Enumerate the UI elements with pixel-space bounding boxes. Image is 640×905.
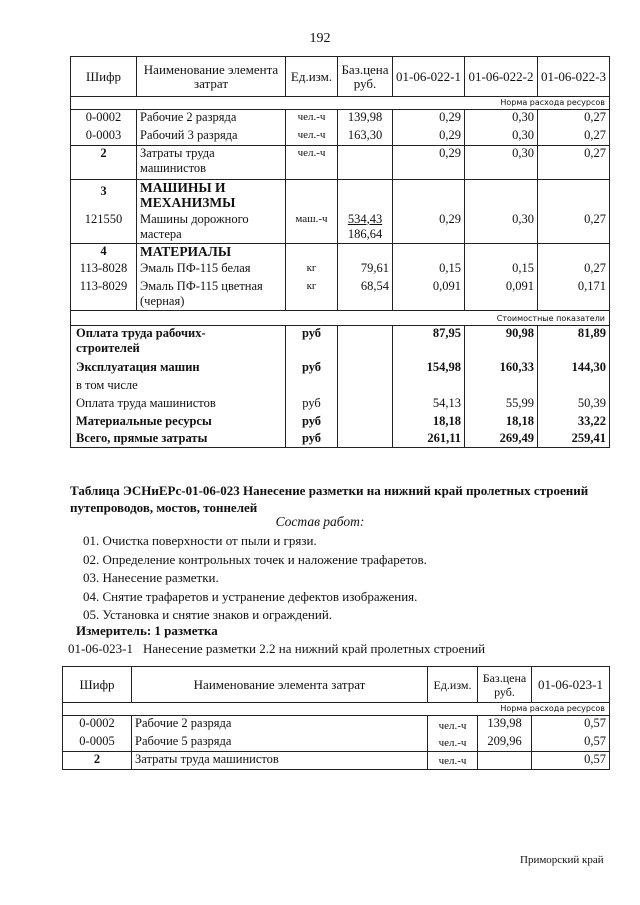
cell-unit: кг [286, 261, 338, 279]
cost-name: Материальные ресурсы [71, 414, 286, 431]
cost-value: 154,98 [393, 360, 465, 378]
cell-empty [465, 378, 538, 396]
work-list [83, 532, 427, 625]
cell-empty [393, 180, 465, 212]
cell-price: 139,98 [338, 110, 393, 128]
cell-empty [338, 326, 393, 360]
cell-name: Рабочие 5 разряда [132, 734, 428, 752]
cost-row-total [71, 431, 610, 448]
cost-value: 87,95 [393, 326, 465, 360]
cell-unit: чел.-ч [428, 734, 478, 752]
price-denominator: 186,64 [347, 226, 383, 241]
cell-value: 0,30 [465, 146, 538, 180]
subtitle-text: Нанесение разметки 2.2 на нижний край пролетных строений [143, 641, 486, 656]
table-row-section [71, 244, 610, 261]
cell-name: Затраты труда машинистов [132, 752, 428, 770]
cell-price [338, 212, 393, 244]
cell-empty [286, 180, 338, 212]
cost-unit: руб [286, 396, 338, 414]
cost-row [71, 396, 610, 414]
cost-row [71, 360, 610, 378]
cell-empty [393, 244, 465, 261]
header-col1: 01-06-023-1 [532, 667, 610, 703]
cell-empty [338, 378, 393, 396]
cost-name: Оплата труда рабочих-строителей [71, 326, 286, 360]
cost-value: 160,33 [465, 360, 538, 378]
cell-price: 209,96 [478, 734, 532, 752]
cost-unit: руб [286, 326, 338, 360]
cell-empty [338, 414, 393, 431]
header-name: Наименование элемента затрат [137, 57, 286, 97]
cost-value: 18,18 [393, 414, 465, 431]
cell-value: 0,29 [393, 110, 465, 128]
cell-code: 113-8028 [71, 261, 137, 279]
price-numerator: 534,43 [347, 211, 383, 226]
cost-value: 54,13 [393, 396, 465, 414]
cell-unit: чел.-ч [286, 146, 338, 180]
table-row [63, 752, 610, 770]
section-title: МАШИНЫ И МЕХАНИЗМЫ [137, 180, 286, 212]
cost-name: в том числе [71, 378, 286, 396]
header-price: Баз.цена руб. [338, 57, 393, 97]
cost-unit: руб [286, 414, 338, 431]
cell-code: 0-0002 [63, 716, 132, 734]
cost-row [71, 414, 610, 431]
cell-value: 0,27 [538, 261, 610, 279]
cell-unit: чел.-ч [428, 716, 478, 734]
cell-empty [465, 244, 538, 261]
header-code: Шифр [71, 57, 137, 97]
work-item: 02. Определение контрольных точек и наложение трафаретов. [83, 551, 427, 567]
cost-name: Всего, прямые затраты [71, 431, 286, 448]
cell-name: Рабочий 3 разряда [137, 128, 286, 146]
cell-value: 0,29 [393, 146, 465, 180]
cost-value: 90,98 [465, 326, 538, 360]
cell-unit: чел.-ч [286, 128, 338, 146]
footer-region: Приморский край [520, 854, 604, 866]
cell-name: Эмаль ПФ-115 белая [137, 261, 286, 279]
cost-row [71, 378, 610, 396]
cell-value: 0,57 [532, 752, 610, 770]
header-col2: 01-06-022-2 [465, 57, 538, 97]
cost-name: Оплата труда машинистов [71, 396, 286, 414]
cell-code: 113-8029 [71, 279, 137, 311]
cell-empty [338, 180, 393, 212]
cell-empty [465, 180, 538, 212]
header-col3: 01-06-022-3 [538, 57, 610, 97]
cell-code: 0-0005 [63, 734, 132, 752]
work-item: 05. Установка и снятие знаков и ограждений. [83, 607, 333, 622]
header-unit: Ед.изм. [286, 57, 338, 97]
cell-name: Рабочие 2 разряда [137, 110, 286, 128]
cell-empty [338, 360, 393, 378]
cell-value: 0,171 [538, 279, 610, 311]
resource-table-01-06-022 [70, 56, 610, 448]
work-item: 03. Нанесение разметки. [83, 570, 219, 585]
table-row [71, 261, 610, 279]
header-name: Наименование элемента затрат [132, 667, 428, 703]
cost-value: 144,30 [538, 360, 610, 378]
cell-empty [538, 244, 610, 261]
cell-code: 0-0002 [71, 110, 137, 128]
header-price: Баз.цена руб. [478, 667, 532, 703]
cell-empty [338, 431, 393, 448]
cell-empty [338, 244, 393, 261]
header-col1: 01-06-022-1 [393, 57, 465, 97]
cell-code: 0-0003 [71, 128, 137, 146]
cell-price [338, 146, 393, 180]
cell-name: Машины дорожного мастера [137, 212, 286, 244]
cell-empty [338, 396, 393, 414]
header-code: Шифр [63, 667, 132, 703]
cost-value: 259,41 [538, 431, 610, 448]
cell-value: 0,15 [465, 261, 538, 279]
cell-value: 0,091 [465, 279, 538, 311]
cell-value: 0,57 [532, 716, 610, 734]
cell-empty [393, 378, 465, 396]
page-number: 192 [309, 31, 331, 46]
cost-value: 33,22 [538, 414, 610, 431]
cell-unit: маш.-ч [286, 212, 338, 244]
cell-empty [538, 180, 610, 212]
cell-value: 0,30 [465, 212, 538, 244]
cell-price: 139,98 [478, 716, 532, 734]
cell-code: 2 [71, 146, 137, 180]
cell-code: 3 [71, 180, 137, 212]
cell-value: 0,29 [393, 212, 465, 244]
meter-label: Измеритель: 1 разметка [76, 623, 218, 638]
cell-unit: чел.-ч [286, 110, 338, 128]
cost-value: 81,89 [538, 326, 610, 360]
cell-code: 2 [63, 752, 132, 770]
table-row [63, 716, 610, 734]
cost-value: 55,99 [465, 396, 538, 414]
cost-value: 261,11 [393, 431, 465, 448]
header-unit: Ед.изм. [428, 667, 478, 703]
cost-unit: руб [286, 360, 338, 378]
cost-label: Стоимостные показатели [71, 311, 610, 326]
cell-name: Эмаль ПФ-115 цветная (черная) [137, 279, 286, 311]
cell-value: 0,091 [393, 279, 465, 311]
cell-value: 0,27 [538, 146, 610, 180]
cell-empty [286, 244, 338, 261]
cost-unit: руб [286, 431, 338, 448]
table-row [71, 110, 610, 128]
cell-name: Рабочие 2 разряда [132, 716, 428, 734]
table-row [63, 734, 610, 752]
cell-code: 121550 [71, 212, 137, 244]
cell-value: 0,27 [538, 128, 610, 146]
work-item: 04. Снятие трафаретов и устранение дефектов изображения. [83, 588, 418, 604]
cell-value: 0,27 [538, 110, 610, 128]
table-row [71, 146, 610, 180]
cost-row [71, 326, 610, 360]
cell-unit: кг [286, 279, 338, 311]
cell-price: 79,61 [338, 261, 393, 279]
subtitle-code: 01-06-023-1 [68, 641, 133, 656]
resource-table-01-06-023 [62, 666, 610, 770]
norm-label: Норма расхода ресурсов [63, 703, 610, 716]
table-title: Таблица ЭСНиЕРс-01-06-023 Нанесение разметки на нижний край пролетных строений путепроводов, мостов, тоннелей [70, 483, 589, 515]
cell-price [478, 752, 532, 770]
cell-value: 0,29 [393, 128, 465, 146]
table-row [71, 128, 610, 146]
cell-code: 4 [71, 244, 137, 261]
cell-value: 0,30 [465, 128, 538, 146]
cell-unit: чел.-ч [428, 752, 478, 770]
cell-value: 0,27 [538, 212, 610, 244]
cell-value: 0,30 [465, 110, 538, 128]
cell-value: 0,15 [393, 261, 465, 279]
table-row [71, 212, 610, 244]
cell-empty [538, 378, 610, 396]
norm-label: Норма расхода ресурсов [71, 97, 610, 110]
subtitle [68, 641, 485, 657]
cell-empty [286, 378, 338, 396]
cost-value: 18,18 [465, 414, 538, 431]
cell-name: Затраты труда машинистов [137, 146, 286, 180]
cost-value: 269,49 [465, 431, 538, 448]
cost-name: Эксплуатация машин [71, 360, 286, 378]
cell-price: 68,54 [338, 279, 393, 311]
composition-title: Состав работ: [275, 514, 365, 529]
cell-value: 0,57 [532, 734, 610, 752]
section-title: МАТЕРИАЛЫ [137, 244, 286, 261]
work-item: 01. Очистка поверхности от пыли и грязи. [83, 533, 317, 548]
table-row [71, 279, 610, 311]
cost-value: 50,39 [538, 396, 610, 414]
table-row-section [71, 180, 610, 212]
cell-price: 163,30 [338, 128, 393, 146]
